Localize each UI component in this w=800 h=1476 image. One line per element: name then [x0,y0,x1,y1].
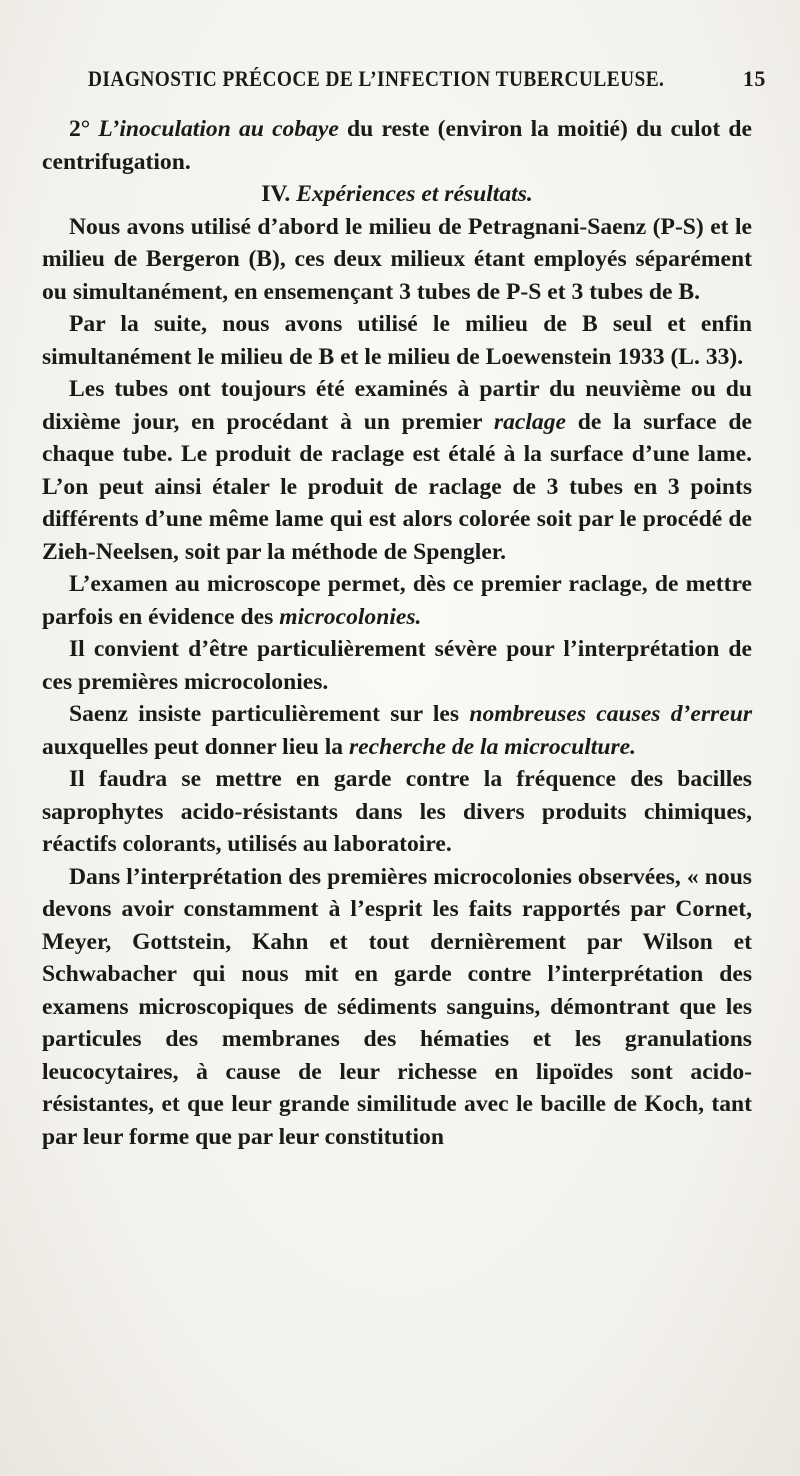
paragraph-text: Les tubes ont toujours été examinés à partir du neuvième ou du dixième jour, en procédant à un premier [42,376,752,435]
paragraph-text: Saenz insiste particulièrement sur les [69,701,470,727]
paragraph-text: de la surface de chaque tube. Le produit de raclage est étalé à la surface d’une lame. L’on peut ainsi étaler le produit de raclage de 3 tubes en 3 points différents d’une même lame qui est alors colorée soit par le procédé de Zieh-Neelsen, soit par la méthode de Spengler. [42,408,753,565]
section-number: IV. [261,181,297,207]
paragraph-saprophytes: Il faudra se mettre en garde contre la fréquence des bacilles saprophytes acido-résistants dans les divers produits chimiques, réactifs colorants, utilisés au laboratoire. [42,766,752,857]
running-header [88,66,766,92]
paragraph-text: auxquelles peut donner lieu la [42,733,349,760]
paragraph-severe: Il convient d’être particulièrement sévère pour l’interprétation de ces premières microcolonies. [42,636,752,695]
paragraph-text: du reste (environ la moitié) du culot de centrifugation. [42,116,753,175]
paragraph-inoculation [42,113,752,178]
paragraph-tubes [42,373,752,568]
paragraph-microscope [42,568,752,633]
italic-term: microcolonies. [279,603,422,630]
italic-term: raclage [493,408,566,435]
section-heading [42,178,752,211]
running-title: DIAGNOSTIC PRÉCOCE DE L’INFECTION TUBERCULEUSE. [88,66,665,91]
paragraph-interpretation: Dans l’interprétation des premières microcolonies observées, « nous devons avoir constamment à l’esprit les faits rapportés par Cornet, Meyer, Gottstein, Kahn et tout dernièrement par Wilson et Schwabacher qui nous mit en garde contre l’interprétation des examens microscopiques de sédiments sanguins, démontrant que les particules des membranes des hématies et les granulations leucocytaires, à cause de leur richesse en lipoïdes sont acido-résistantes, et que leur grande similitude avec le bacille de Koch, tant par leur forme que par leur constitution [42,863,752,1150]
page-body [42,113,752,1153]
section-title: Expériences et résultats. [296,181,533,207]
italic-term: recherche de la microculture. [349,733,637,760]
item-number: 2° [69,116,99,142]
italic-term: nombreuses causes d’erreur [469,701,752,727]
paragraph-text: L’examen au microscope permet, dès ce premier raclage, de mettre parfois en évidence des [42,571,752,630]
italic-term: L’inoculation au cobaye [98,116,339,142]
paragraph-media: Nous avons utilisé d’abord le milieu de Petragnani-Saenz (P-S) et le milieu de Bergeron (B), ces deux milieux étant employés séparément ou simultanément, en ensemençant 3 tubes de P-S et 3 tubes de B. [42,213,752,305]
page-number: 15 [742,66,766,91]
paragraph-suite: Par la suite, nous avons utilisé le milieu de B seul et enfin simultanément le milieu de B et le milieu de Loewenstein 1933 (L. 33). [42,311,752,370]
paragraph-saenz [42,698,752,763]
